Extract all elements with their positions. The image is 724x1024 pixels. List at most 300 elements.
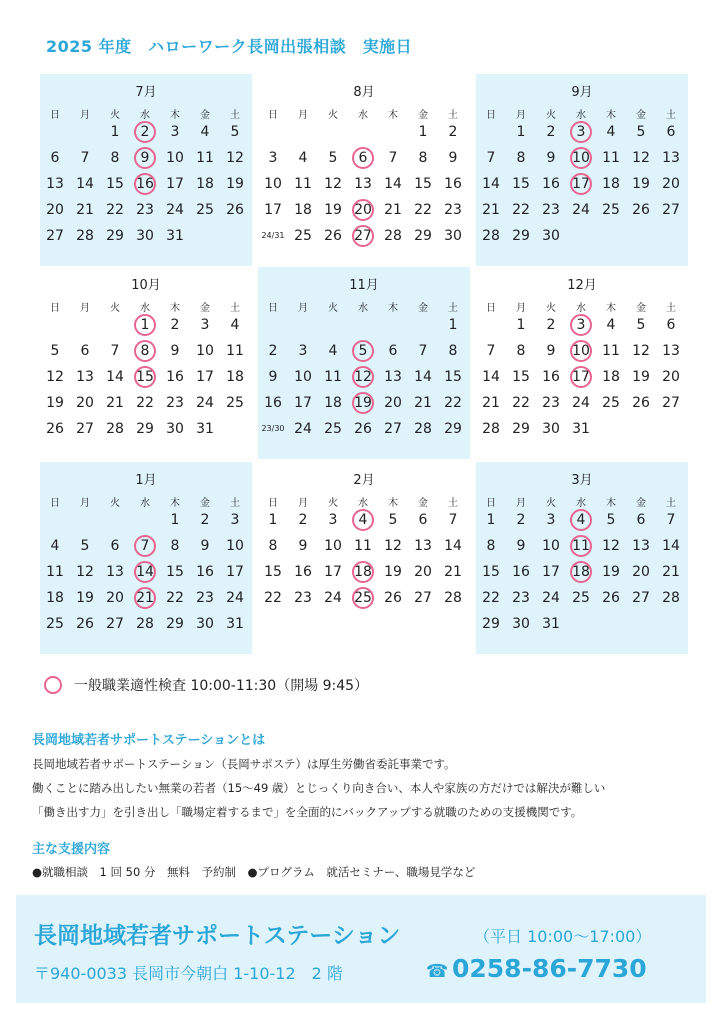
month-panel — [476, 74, 688, 266]
calendar-day: 22 — [166, 590, 184, 606]
weekday-label: 火 — [546, 110, 556, 121]
consultation-day-circle — [352, 147, 374, 169]
consultation-day-circle — [352, 587, 374, 609]
calendar-day: 17 — [324, 564, 342, 580]
calendar-day: 19 — [632, 176, 650, 192]
calendar-day: 28 — [76, 228, 94, 244]
weekday-label: 土 — [448, 110, 458, 121]
calendar-day: 12 — [602, 538, 620, 554]
weekday-label: 月 — [516, 303, 526, 314]
calendar-day: 24 — [166, 202, 184, 218]
calendar-day: 26 — [384, 590, 402, 606]
calendar-day: 14 — [136, 564, 154, 580]
calendar-day: 15 — [264, 564, 282, 580]
calendar-day: 1 — [110, 124, 120, 140]
calendar-day: 24 — [542, 590, 560, 606]
calendar-day: 1 — [268, 512, 278, 528]
calendar-day: 16 — [512, 564, 530, 580]
calendar-day: 5 — [636, 317, 646, 333]
calendar-day: 3 — [230, 512, 240, 528]
calendar-day: 4 — [200, 124, 210, 140]
calendar-day: 19 — [632, 369, 650, 385]
consultation-day-circle — [570, 561, 592, 583]
calendar-day: 4 — [230, 317, 240, 333]
calendar-day: 15 — [136, 369, 154, 385]
calendar-day: 28 — [384, 228, 402, 244]
calendar-day: 25 — [46, 616, 64, 632]
calendar-day: 21 — [482, 395, 500, 411]
calendar-day: 5 — [636, 124, 646, 140]
calendar-day: 28 — [136, 616, 154, 632]
weekday-label: 火 — [328, 498, 338, 509]
calendar-day: 25 — [196, 202, 214, 218]
calendar-day: 23 — [542, 395, 560, 411]
calendar-day: 14 — [106, 369, 124, 385]
calendar-day: 16 — [542, 176, 560, 192]
calendar-day: 23 — [166, 395, 184, 411]
calendar-day: 9 — [546, 343, 556, 359]
calendar-day: 5 — [328, 150, 338, 166]
weekday-label: 木 — [388, 303, 398, 314]
calendar-day: 31 — [542, 616, 560, 632]
calendar-day: 11 — [324, 369, 342, 385]
month-name: 1月 — [135, 473, 157, 488]
calendar-day: 7 — [486, 343, 496, 359]
calendar-day: 20 — [106, 590, 124, 606]
calendar-day: 13 — [662, 150, 680, 166]
calendar-day: 7 — [80, 150, 90, 166]
support-heading: 主な支援内容 — [32, 842, 111, 857]
calendar-day: 14 — [384, 176, 402, 192]
calendar-day: 15 — [106, 176, 124, 192]
calendar-day: 9 — [140, 150, 150, 166]
calendar-day: 8 — [170, 538, 180, 554]
calendar-day: 2 — [546, 124, 556, 140]
calendar-day: 27 — [632, 590, 650, 606]
calendar-day: 6 — [388, 343, 398, 359]
calendar-day: 31 — [166, 228, 184, 244]
consultation-day-circle — [352, 199, 374, 221]
consultation-day-circle — [570, 340, 592, 362]
calendar-day: 21 — [444, 564, 462, 580]
calendar-day: 2 — [298, 512, 308, 528]
month-name: 12月 — [567, 278, 597, 293]
calendar-day: 9 — [200, 538, 210, 554]
weekday-label: 月 — [80, 498, 90, 509]
calendar-day: 18 — [354, 564, 372, 580]
legend-circle-icon — [44, 676, 62, 694]
calendar-day: 11 — [354, 538, 372, 554]
calendar-day: 6 — [50, 150, 60, 166]
consultation-day-circle — [352, 392, 374, 414]
calendar-day: 6 — [110, 538, 120, 554]
weekday-label: 土 — [448, 498, 458, 509]
calendar-day: 16 — [542, 369, 560, 385]
calendar-day: 18 — [602, 369, 620, 385]
month-panel — [258, 462, 470, 654]
calendar-day: 27 — [76, 421, 94, 437]
calendar-day: 8 — [418, 150, 428, 166]
calendar-day: 10 — [572, 343, 590, 359]
calendar-day: 23 — [294, 590, 312, 606]
calendar-day: 9 — [170, 343, 180, 359]
calendar-day: 8 — [110, 150, 120, 166]
calendar-day: 8 — [268, 538, 278, 554]
weekday-label: 土 — [230, 498, 240, 509]
month-name: 11月 — [349, 278, 379, 293]
calendar-day: 3 — [546, 512, 556, 528]
calendar-day: 6 — [418, 512, 428, 528]
calendar-day: 8 — [448, 343, 458, 359]
calendar-day: 3 — [298, 343, 308, 359]
consultation-day-circle — [570, 147, 592, 169]
calendar-day: 13 — [384, 369, 402, 385]
calendar-day: 15 — [444, 369, 462, 385]
calendar-day: 22 — [106, 202, 124, 218]
calendar-day: 16 — [136, 176, 154, 192]
calendar-day: 6 — [666, 124, 676, 140]
calendar-day: 14 — [414, 369, 432, 385]
calendar-day: 7 — [140, 538, 150, 554]
footer-hours: （平日 10:00〜17:00） — [474, 927, 652, 946]
weekday-label: 日 — [268, 110, 278, 121]
consultation-day-circle — [134, 366, 156, 388]
calendar-day: 26 — [632, 202, 650, 218]
calendar-day: 2 — [200, 512, 210, 528]
calendar-day: 27 — [662, 202, 680, 218]
calendar-day: 8 — [516, 150, 526, 166]
weekday-label: 火 — [110, 110, 120, 121]
calendar-day: 30 — [444, 228, 462, 244]
consultation-day-circle — [134, 121, 156, 143]
calendar-day: 14 — [662, 538, 680, 554]
calendar-day: 24 — [324, 590, 342, 606]
weekday-label: 土 — [448, 303, 458, 314]
phone-icon: ☎ — [426, 961, 449, 982]
calendar-day: 13 — [46, 176, 64, 192]
calendar-day: 27 — [414, 590, 432, 606]
calendar-day: 5 — [606, 512, 616, 528]
calendar-day: 23 — [444, 202, 462, 218]
consultation-day-circle — [352, 225, 374, 247]
calendar-day: 31 — [572, 421, 590, 437]
calendar-day: 17 — [264, 202, 282, 218]
weekday-label: 火 — [546, 498, 556, 509]
weekday-label: 月 — [80, 303, 90, 314]
calendar-day: 10 — [294, 369, 312, 385]
calendar-day: 13 — [632, 538, 650, 554]
calendar-day: 28 — [444, 590, 462, 606]
calendar-day: 25 — [602, 202, 620, 218]
calendar-day: 4 — [606, 124, 616, 140]
weekday-label: 水 — [358, 303, 368, 314]
calendar-day: 23 — [136, 202, 154, 218]
consultation-day-circle — [134, 314, 156, 336]
calendar-day: 7 — [666, 512, 676, 528]
calendar-day: 10 — [166, 150, 184, 166]
calendar-day: 20 — [76, 395, 94, 411]
consultation-day-circle — [134, 587, 156, 609]
calendar-day: 17 — [166, 176, 184, 192]
calendar-day: 15 — [512, 369, 530, 385]
calendar-day: 22 — [444, 395, 462, 411]
calendar-day: 10 — [264, 176, 282, 192]
weekday-label: 木 — [388, 498, 398, 509]
calendar-day: 25 — [324, 421, 342, 437]
calendar-day: 30 — [542, 421, 560, 437]
calendar-day: 1 — [516, 124, 526, 140]
weekday-label: 日 — [486, 110, 496, 121]
calendar-day: 29 — [512, 421, 530, 437]
month-name: 3月 — [571, 473, 593, 488]
calendar-day: 20 — [46, 202, 64, 218]
calendar-day: 1 — [486, 512, 496, 528]
calendar-day: 16 — [166, 369, 184, 385]
calendar-day: 7 — [110, 343, 120, 359]
calendar-day: 12 — [76, 564, 94, 580]
calendar-day: 29 — [136, 421, 154, 437]
month-panel — [40, 462, 252, 654]
weekday-label: 日 — [486, 498, 496, 509]
calendar-day: 11 — [196, 150, 214, 166]
weekday-label: 火 — [328, 303, 338, 314]
weekday-label: 水 — [140, 110, 150, 121]
calendar-day: 7 — [418, 343, 428, 359]
calendar-day: 25 — [602, 395, 620, 411]
footer-address: 〒940-0033 長岡市今朝白 1-10-12 2 階 — [34, 964, 343, 983]
calendar-day: 3 — [170, 124, 180, 140]
calendar-day: 30 — [196, 616, 214, 632]
calendar-day: 19 — [602, 564, 620, 580]
consultation-day-circle — [570, 509, 592, 531]
calendar-day: 19 — [384, 564, 402, 580]
calendar-day: 3 — [268, 150, 278, 166]
weekday-label: 土 — [666, 110, 676, 121]
calendar-day: 1 — [418, 124, 428, 140]
calendar-day: 21 — [76, 202, 94, 218]
calendar-day: 3 — [576, 124, 586, 140]
calendar-day: 24/31 — [261, 231, 285, 240]
footer-org-name: 長岡地域若者サポートステーション — [34, 923, 401, 949]
calendar-day: 10 — [226, 538, 244, 554]
weekday-label: 日 — [50, 303, 60, 314]
consultation-day-circle — [352, 509, 374, 531]
calendar-day: 29 — [166, 616, 184, 632]
calendar-day: 15 — [482, 564, 500, 580]
calendar-day: 12 — [226, 150, 244, 166]
calendar-day: 19 — [324, 202, 342, 218]
calendar-day: 26 — [46, 421, 64, 437]
consultation-day-circle — [570, 366, 592, 388]
legend-text: 一般職業適性検査 10:00-11:30（開場 9:45） — [74, 678, 369, 694]
calendar-day: 21 — [482, 202, 500, 218]
calendar-day: 27 — [46, 228, 64, 244]
calendar-day: 2 — [546, 317, 556, 333]
calendar-day: 9 — [546, 150, 556, 166]
month-panel — [476, 462, 688, 654]
calendar-day: 23/30 — [261, 424, 285, 433]
weekday-label: 木 — [170, 498, 180, 509]
weekday-label: 日 — [50, 110, 60, 121]
weekday-label: 月 — [80, 110, 90, 121]
calendar-day: 2 — [140, 124, 150, 140]
weekday-label: 木 — [170, 303, 180, 314]
weekday-label: 火 — [546, 303, 556, 314]
calendar-day: 14 — [76, 176, 94, 192]
calendar-day: 1 — [140, 317, 150, 333]
calendar-day: 14 — [444, 538, 462, 554]
calendar-day: 5 — [358, 343, 368, 359]
calendar-day: 26 — [324, 228, 342, 244]
calendar-day: 14 — [482, 369, 500, 385]
calendar-day: 28 — [482, 228, 500, 244]
calendar-day: 26 — [354, 421, 372, 437]
consultation-day-circle — [134, 147, 156, 169]
calendar-day: 24 — [294, 421, 312, 437]
calendar-day: 17 — [572, 369, 590, 385]
weekday-label: 木 — [606, 498, 616, 509]
calendar-day: 18 — [602, 176, 620, 192]
calendar-day: 2 — [516, 512, 526, 528]
weekday-label: 日 — [50, 498, 60, 509]
weekday-label: 火 — [110, 303, 120, 314]
calendar-day: 6 — [80, 343, 90, 359]
calendar-day: 19 — [226, 176, 244, 192]
weekday-label: 水 — [140, 498, 150, 509]
calendar-day: 5 — [388, 512, 398, 528]
calendar-day: 13 — [414, 538, 432, 554]
footer-banner — [16, 895, 706, 1003]
calendar-day: 7 — [486, 150, 496, 166]
calendar-day: 9 — [268, 369, 278, 385]
calendar-day: 22 — [264, 590, 282, 606]
calendar-day: 4 — [50, 538, 60, 554]
calendar-day: 27 — [354, 228, 372, 244]
calendar-day: 28 — [662, 590, 680, 606]
calendar-day: 25 — [294, 228, 312, 244]
calendar-day: 5 — [80, 538, 90, 554]
calendar-day: 18 — [294, 202, 312, 218]
calendar-day: 9 — [516, 538, 526, 554]
about-line-3: 「働き出す力」を引き出し「職場定着するまで」を全面的にバックアップする就職のための支援機関です。 — [32, 805, 583, 819]
calendar-day: 18 — [226, 369, 244, 385]
consultation-day-circle — [134, 561, 156, 583]
weekday-label: 水 — [358, 498, 368, 509]
calendar-day: 6 — [636, 512, 646, 528]
calendar-day: 11 — [572, 538, 590, 554]
calendar-day: 2 — [448, 124, 458, 140]
calendar-day: 23 — [512, 590, 530, 606]
weekday-label: 金 — [418, 303, 428, 314]
consultation-day-circle — [352, 366, 374, 388]
calendar-day: 16 — [264, 395, 282, 411]
calendar-day: 13 — [76, 369, 94, 385]
about-line-1: 長岡地域若者サポートステーション（長岡サポステ）は厚生労働省委託事業です。 — [32, 757, 456, 771]
weekday-label: 月 — [516, 498, 526, 509]
month-name: 7月 — [135, 85, 157, 100]
weekday-label: 月 — [298, 110, 308, 121]
weekday-label: 木 — [388, 110, 398, 121]
calendar-day: 24 — [226, 590, 244, 606]
weekday-label: 土 — [230, 303, 240, 314]
calendar-day: 11 — [226, 343, 244, 359]
calendar-day: 26 — [76, 616, 94, 632]
calendar-day: 12 — [632, 150, 650, 166]
month-name: 10月 — [131, 278, 161, 293]
weekday-label: 金 — [418, 110, 428, 121]
calendar-day: 21 — [106, 395, 124, 411]
weekday-label: 木 — [606, 110, 616, 121]
calendar-day: 29 — [444, 421, 462, 437]
month-name: 8月 — [353, 85, 375, 100]
calendar-day: 29 — [482, 616, 500, 632]
calendar-day: 1 — [516, 317, 526, 333]
calendar-day: 1 — [448, 317, 458, 333]
calendar-day: 12 — [632, 343, 650, 359]
month-panel — [40, 74, 252, 266]
calendar-day: 12 — [324, 176, 342, 192]
calendar-day: 8 — [486, 538, 496, 554]
calendar-day: 29 — [414, 228, 432, 244]
weekday-label: 月 — [516, 110, 526, 121]
weekday-label: 木 — [606, 303, 616, 314]
weekday-label: 金 — [200, 110, 210, 121]
calendar-day: 16 — [196, 564, 214, 580]
weekday-label: 金 — [418, 498, 428, 509]
calendar-day: 30 — [542, 228, 560, 244]
calendar-day: 1 — [170, 512, 180, 528]
calendar-day: 17 — [542, 564, 560, 580]
calendar-day: 15 — [166, 564, 184, 580]
calendar-day: 3 — [200, 317, 210, 333]
consultation-day-circle — [570, 173, 592, 195]
calendar-day: 28 — [414, 421, 432, 437]
calendar-day: 11 — [602, 150, 620, 166]
calendar-day: 9 — [298, 538, 308, 554]
calendar-day: 20 — [662, 369, 680, 385]
consultation-day-circle — [570, 535, 592, 557]
calendar-day: 4 — [328, 343, 338, 359]
calendar-day: 16 — [294, 564, 312, 580]
calendar-day: 2 — [170, 317, 180, 333]
calendar-day: 17 — [196, 369, 214, 385]
weekday-label: 土 — [230, 110, 240, 121]
calendar-day: 15 — [512, 176, 530, 192]
calendar-day: 21 — [136, 590, 154, 606]
calendar-day: 18 — [324, 395, 342, 411]
weekday-label: 金 — [636, 498, 646, 509]
calendar-day: 9 — [448, 150, 458, 166]
calendar-day: 17 — [226, 564, 244, 580]
consultation-day-circle — [134, 535, 156, 557]
calendar-day: 5 — [230, 124, 240, 140]
weekday-label: 水 — [140, 303, 150, 314]
weekday-label: 金 — [636, 110, 646, 121]
calendar-day: 13 — [354, 176, 372, 192]
calendar-day: 25 — [226, 395, 244, 411]
calendar-day: 31 — [226, 616, 244, 632]
calendar-day: 4 — [576, 512, 586, 528]
calendar-day: 26 — [632, 395, 650, 411]
calendar-day: 18 — [46, 590, 64, 606]
calendar-day: 13 — [106, 564, 124, 580]
calendar-day: 12 — [384, 538, 402, 554]
footer-phone[interactable]: 0258-86-7730 — [452, 954, 647, 983]
calendar-day: 10 — [324, 538, 342, 554]
weekday-label: 土 — [666, 498, 676, 509]
calendar-day: 17 — [294, 395, 312, 411]
calendar-day: 10 — [196, 343, 214, 359]
